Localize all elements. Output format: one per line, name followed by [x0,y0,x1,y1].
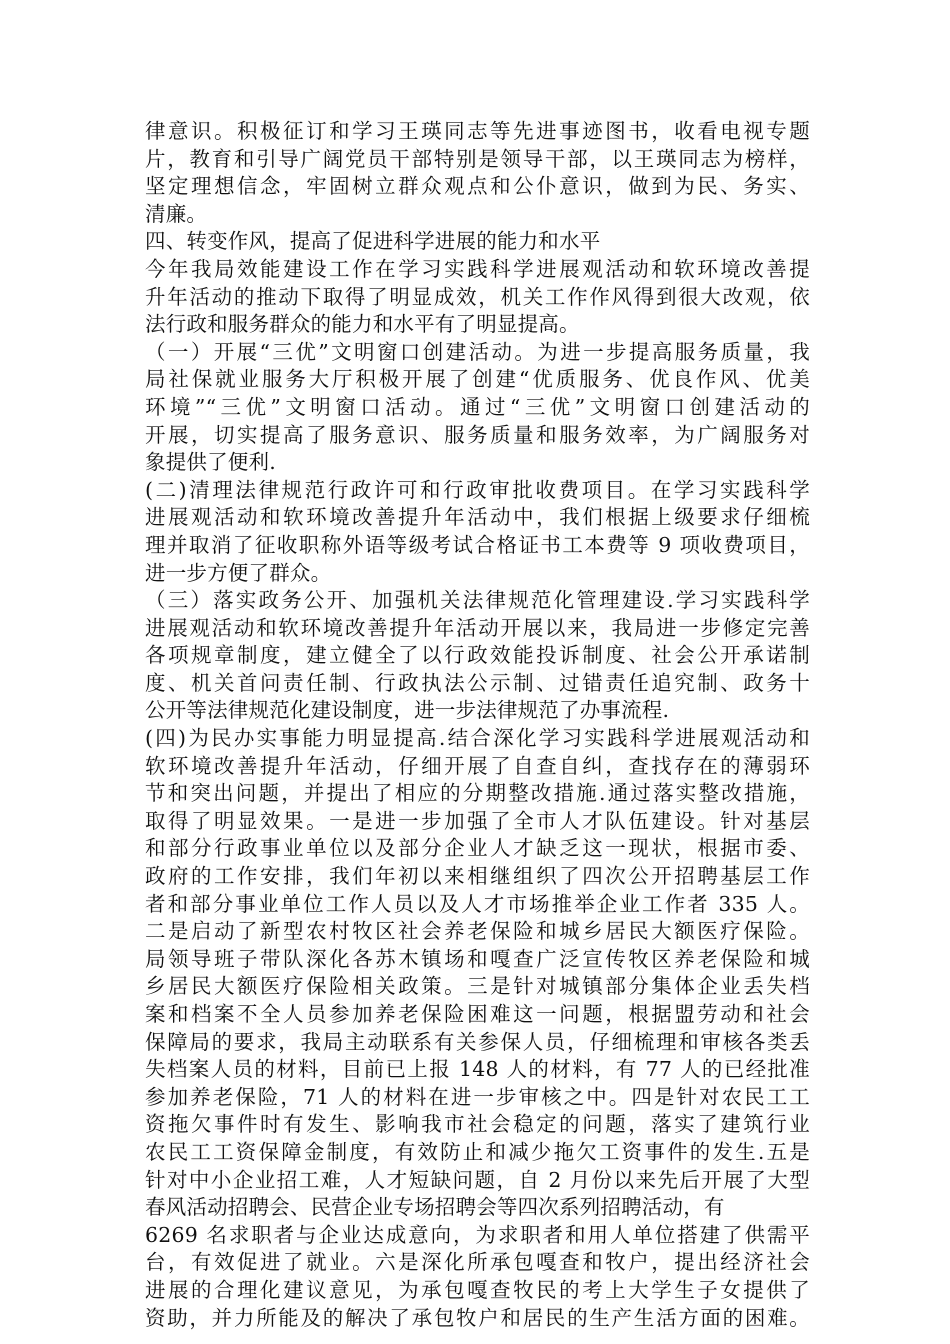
text-line: 进展观活动和软环境改善提升年活动开展以来，我局进一步修定完善 [145,615,810,640]
text-line: 资拖欠事件时有发生、影响我市社会稳定的问题，落实了建筑行业 [145,1112,810,1137]
text-line: (二)清理法律规范行政许可和行政审批收费项目。在学习实践科学 [145,477,810,502]
text-line: 农民工工资保障金制度，有效防止和减少拖欠工资事件的发生.五是 [145,1139,810,1164]
text-line: (四)为民办实事能力明显提高.结合深化学习实践科学进展观活动和 [145,726,810,751]
text-line: 资助，并力所能及的解决了承包牧户和居民的生产生活方面的困难。 [145,1305,810,1330]
text-line: （一）开展“三优”文明窗口创建活动。为进一步提高服务质量，我 [145,339,810,364]
text-line: 今年我局效能建设工作在学习实践科学进展观活动和软环境改善提 [145,256,810,281]
text-line: 进一步方便了群众。 [145,560,332,585]
text-line: 和部分行政事业单位以及部分企业人才缺乏这一现状，根据市委、 [145,836,810,861]
text-line: 政府的工作安排，我们年初以来相继组织了四次公开招聘基层工作 [145,864,810,889]
text-line: 理并取消了征收职称外语等级考试合格证书工本费等 9 项收费项目， [145,532,810,557]
text-line: 取得了明显效果。一是进一步加强了全市人才队伍建设。针对基层 [145,808,810,833]
text-line: 台，有效促进了就业。六是深化所承包嘎查和牧户，提出经济社会 [145,1250,810,1275]
text-line: 局社保就业服务大厅积极开展了创建“优质服务、优良作风、优美 [145,367,810,392]
text-line: 案和档案不全人员参加养老保险困难这一问题，根据盟劳动和社会 [145,1002,810,1026]
text-line: 二是启动了新型农村牧区社会养老保险和城乡居民大额医疗保险。 [145,919,810,944]
text-line: 失档案人员的材料，目前已上报 148 人的材料，有 77 人的已经批准 [145,1057,810,1082]
text-line: 进展的合理化建议意见，为承包嘎查牧民的考上大学生子女提供了 [145,1277,810,1302]
text-line: 乡居民大额医疗保险相关政策。三是针对城镇部分集体企业丢失档 [145,974,810,999]
text-line: 象提供了便利. [145,450,276,475]
text-line: 针对中小企业招工难，人才短缺问题，自 2 月份以来先后开展了大型 [145,1167,810,1192]
text-line: 开展，切实提高了服务意识、服务质量和服务效率，为广阔服务对 [145,422,810,447]
text-line: 节和突出问题，并提出了相应的分期整改措施.通过落实整改措施， [145,781,810,806]
text-line: 度、机关首问责任制、行政执法公示制、过错责任追究制、政务十 [145,670,810,695]
text-line: （三）落实政务公开、加强机关法律规范化管理建设.学习实践科学 [145,588,810,613]
text-line: 片，教育和引导广阔党员干部特别是领导干部，以王瑛同志为榜样， [145,146,810,171]
text-line: 局领导班子带队深化各苏木镇场和嘎查广泛宣传牧区养老保险和城 [145,946,810,971]
text-line: 进展观活动和软环境改善提升年活动中，我们根据上级要求仔细梳 [145,505,810,530]
text-line: 法行政和服务群众的能力和水平有了明显提高。 [145,312,580,337]
text-line: 各项规章制度，建立健全了以行政效能投诉制度、社会公开承诺制 [145,643,810,668]
text-line: 参加养老保险，71 人的材料在进一步审核之中。四是针对农民工工 [145,1084,810,1109]
document-body [145,118,810,1332]
text-line: 律意识。积极征订和学习王瑛同志等先进事迹图书，收看电视专题 [145,119,810,143]
text-line: 6269 名求职者与企业达成意向，为求职者和用人单位搭建了供需平 [145,1222,810,1247]
text-line: 公开等法律规范化建设制度，进一步法律规范了办事流程. [145,698,670,723]
text-line: 四、转变作风，提高了促进科学进展的能力和水平 [145,229,601,254]
text-line: 环境”“三优”文明窗口活动。通过“三优”文明窗口创建活动的 [145,394,810,419]
text-line: 升年活动的推动下取得了明显成效，机关工作作风得到很大改观，依 [145,284,810,309]
text-line: 坚定理想信念，牢固树立群众观点和公仆意识，做到为民、务实、 [145,174,810,199]
text-line: 春风活动招聘会、民营企业专场招聘会等四次系列招聘活动，有 [145,1195,725,1220]
text-line: 保障局的要求，我局主动联系有关参保人员，仔细梳理和审核各类丢 [145,1029,810,1054]
text-line: 者和部分事业单位工作人员以及人才市场推举企业工作者 335 人。 [145,891,810,916]
text-line: 软环境改善提升年活动，仔细开展了自查自纠，查找存在的薄弱环 [145,753,810,778]
text-line: 清廉。 [145,201,208,226]
